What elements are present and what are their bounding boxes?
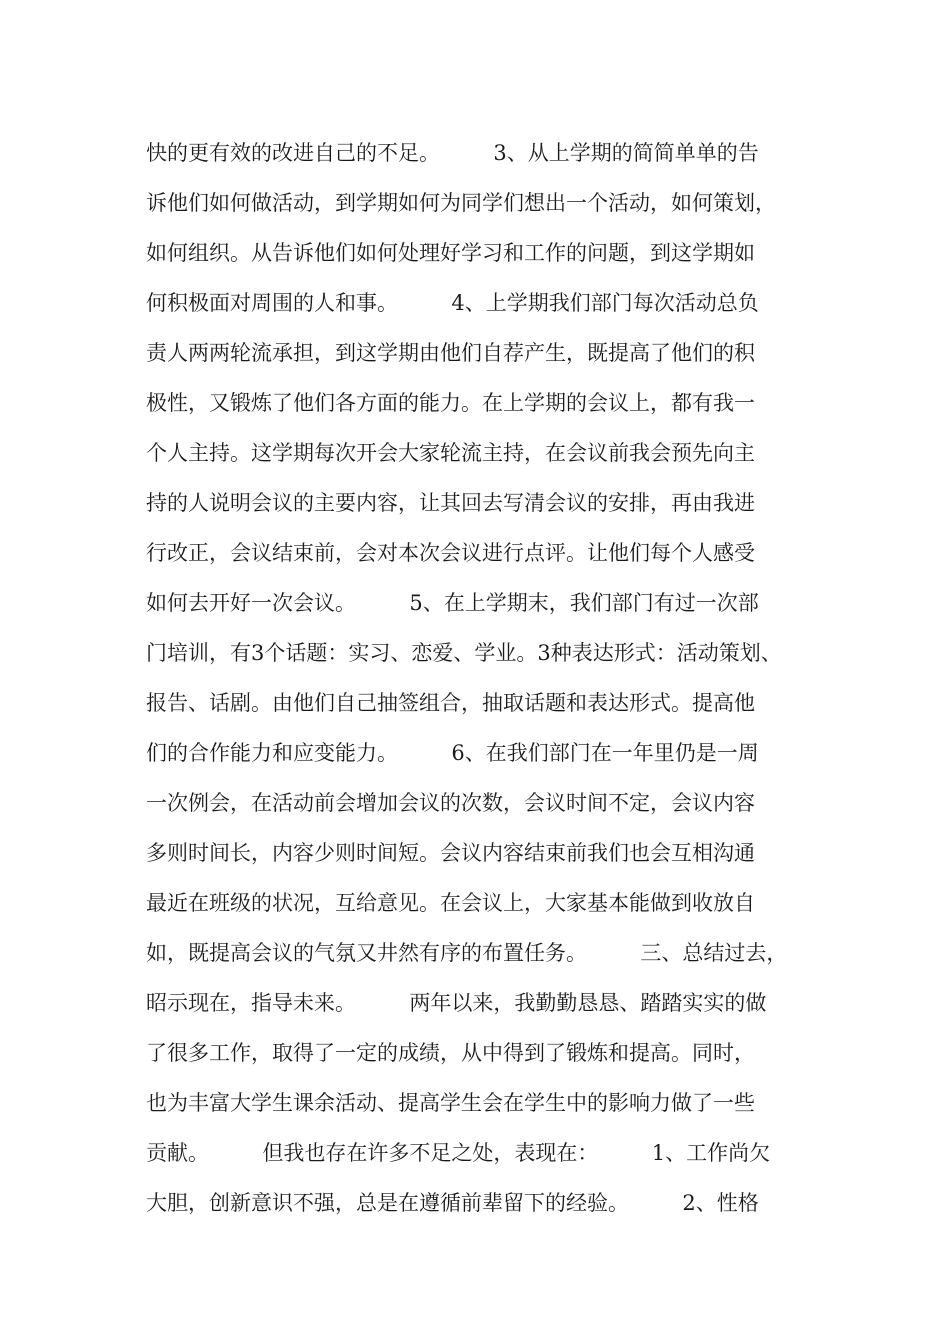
text-line: 责人两两轮流承担，到这学期由他们自荐产生，既提高了他们的积 xyxy=(146,341,755,365)
text-line: 诉他们如何做活动，到学期如何为同学们想出一个活动，如何策划， xyxy=(146,191,776,215)
text-line: 报告、话剧。由他们自己抽签组合，抽取话题和表达形式。提高他 xyxy=(146,691,755,715)
text-line: 了很多工作，取得了一定的成绩，从中得到了锻炼和提高。同时， xyxy=(146,1041,755,1065)
text-line: 门培训，有3个话题：实习、恋爱、学业。3种表达形式：活动策划、 xyxy=(146,641,782,665)
text-line: 持的人说明会议的主要内容，让其回去写清会议的安排，再由我进 xyxy=(146,491,755,515)
text-line: 如，既提高会议的气氛又井然有序的布置任务。 三、总结过去， xyxy=(146,941,788,965)
text-line: 大胆，创新意识不强，总是在遵循前辈留下的经验。 2、性格 xyxy=(146,1191,759,1215)
text-line: 何积极面对周围的人和事。 4、上学期我们部门每次活动总负 xyxy=(146,291,759,315)
text-line: 如何组织。从告诉他们如何处理好学习和工作的问题，到这学期如 xyxy=(146,241,755,265)
text-line: 快的更有效的改进自己的不足。 3、从上学期的简简单单的告 xyxy=(146,141,759,165)
text-line: 最近在班级的状况，互给意见。在会议上，大家基本能做到收放自 xyxy=(146,891,755,915)
text-line: 行改正，会议结束前，会对本次会议进行点评。让他们每个人感受 xyxy=(146,541,755,565)
body-text xyxy=(146,128,826,1228)
text-line: 也为丰富大学生课余活动、提高学生会在学生中的影响力做了一些 xyxy=(146,1091,755,1115)
text-line: 一次例会，在活动前会增加会议的次数，会议时间不定，会议内容 xyxy=(146,791,755,815)
text-line: 贡献。 但我也存在许多不足之处，表现在： 1、工作尚欠 xyxy=(146,1141,771,1165)
text-line: 极性，又锻炼了他们各方面的能力。在上学期的会议上，都有我一 xyxy=(146,391,755,415)
text-line: 们的合作能力和应变能力。 6、在我们部门在一年里仍是一周 xyxy=(146,741,759,765)
text-line: 昭示现在，指导未来。 两年以来，我勤勤恳恳、踏踏实实的做 xyxy=(146,991,767,1015)
text-line: 多则时间长，内容少则时间短。会议内容结束前我们也会互相沟通 xyxy=(146,841,755,865)
text-line: 如何去开好一次会议。 5、在上学期末，我们部门有过一次部 xyxy=(146,591,759,615)
text-line: 个人主持。这学期每次开会大家轮流主持，在会议前我会预先向主 xyxy=(146,441,755,465)
